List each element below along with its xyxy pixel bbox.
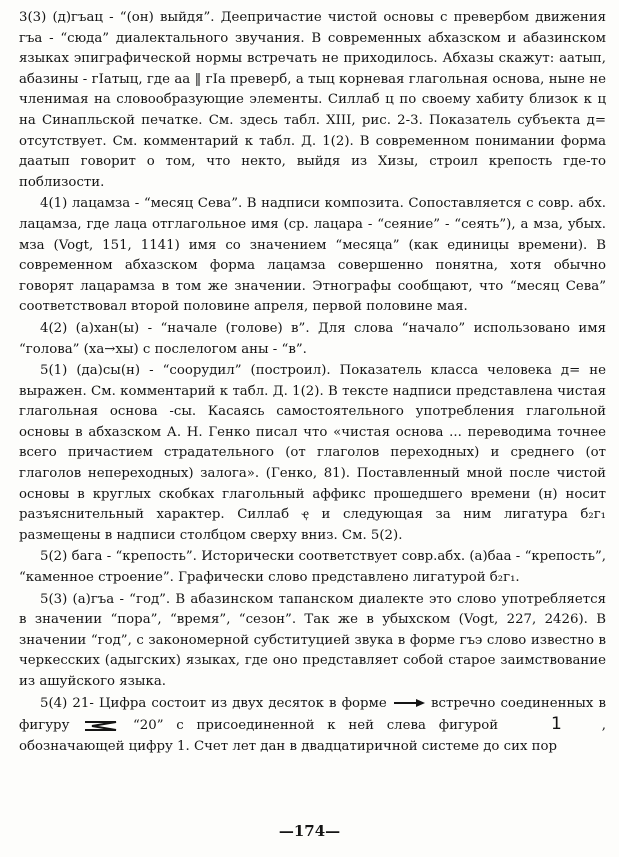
paragraph-4-1: 4(1) лацамза - “месяц Сева”. В надписи композита. Сопоставляется с совр. абх. лацамза, где лаца отглагольное имя (ср. лацара - “сеяние” - “сеять”), а мза, убых. мза (Vogt, 151, 1141) имя со значением “месяца” (как единицы времени). В современном абхазском форма лацамза совершенно понятна, хотя обычно говорят лацарамза в том же значении. Этнографы сообщают, что “месяц Сева” соответствовал второй половине апреля, первой половине мая. (19, 196, 606, 315)
paragraph-5-3: 5(3) (а)гъа - “год”. В абазинском тапанском диалекте это слово употребляется в значении “пора”, “время”, “сезон”. Так же в убыхском (Vogt, 227, 2426). В значении “год”, с закономерной субституцией звука в форме гъэ слово известно в черкесских (адыгских) языках, где оно представляет собой старое заимствование из ашуйского языка. (19, 591, 606, 689)
paragraph-5-4-part3: “20” с присоединенной к ней слева фигурой (120, 718, 511, 734)
paragraph-5-4-part2: встречно соединенных в фигуру (19, 695, 606, 734)
paragraph-5-4-part5: обозначающей цифру 1. Счет лет дан в двадцатиричной системе до сих пор (19, 738, 558, 754)
paragraph-5-4-part4: , (601, 718, 606, 734)
arrow-right-icon (392, 698, 426, 708)
paragraph-4-2: 4(2) (а)хан(ы) - “начале (голове) в”. Для слова “начало” использовано имя “голова” (ха→хы) с послелогом аны - “в”. (19, 320, 606, 357)
one-figure-glyph: 1 (550, 714, 562, 735)
paragraph-5-1: 5(1) (да)сы(н) - “соорудил” (построил). Показатель класса человека д= не выражен. См. комментарий к табл. Д. 1(2). В тексте надписи представлена чистая глагольная основа -сы. Касаясь самостоятельного употребления глагольной основы в абхазском А. Н. Генко писал что «чистая основа ... переводима точнее всего причастием страдательного (от глаголов переходных) и среднего (от глаголов непереходных) залога». (Генко, 81). Поставленный мной после чистой основы в круглых скобках глагольный аффикс прошедшего времени (н) носит разъяснительный характер. Силлаб ҿ и следующая за ним лигатура б₂г₁ размещены в надписи столбцом сверху вниз. См. 5(2). (19, 363, 606, 543)
paragraph-5-2: 5(2) бага - “крепость”. Исторически соответствует совр.абх. (а)баа - “крепость”, “каменное строение”. Графически слово представлено лигатурой б₂г₁. (19, 549, 606, 586)
paragraph-5-4-part1: 5(4) 21- Цифра состоит из двух десяток в форме (40, 695, 392, 711)
paragraph-3-3: 3(3) (д)гъац - “(он) выйдя”. Деепричастие чистой основы с превербом движения гъа - “сюда” диалектального звучания. В современных абхазском и абазинском языках эпиграфической нормы встречать не приходилось. Абхазы скажут: аатып, абазины - гІатыц, где аа ‖ гІа преверб, а тыц корневая глагольная основа, ныне не членимая на словообразующие элементы. Силлаб ц по своему хабиту близок к ц на Синапльской печатке. См. здесь табл. XIII, рис. 2-3. Показатель субъекта д= отсутствует. См. комментарий к табл. Д. 1(2). В современном понимании форма даатып говорит о том, что некто, выйдя из Хизы, строил крепость где-то поблизости. (19, 10, 606, 190)
twenty-figure-icon (82, 719, 120, 733)
page-number: —174— (278, 822, 341, 840)
paragraph-5-4 (19, 694, 606, 758)
